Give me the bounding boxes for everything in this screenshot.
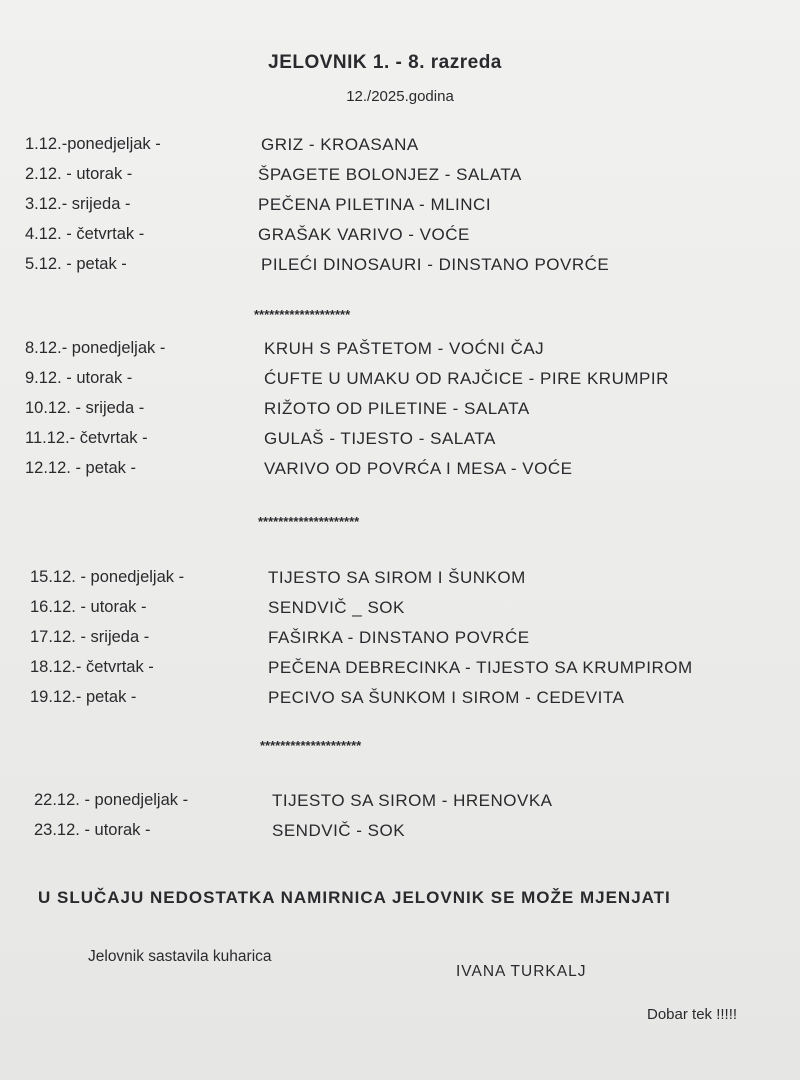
day-label: 8.12.- ponedjeljak - bbox=[25, 339, 166, 357]
meal-text: TIJESTO SA SIROM - HRENOVKA bbox=[272, 791, 553, 810]
week-separator: ******************** bbox=[260, 738, 362, 753]
day-label: 16.12. - utorak - bbox=[30, 598, 147, 616]
menu-row bbox=[0, 365, 800, 395]
day-label: 11.12.- četvrtak - bbox=[25, 429, 148, 447]
meal-text: SENDVIČ _ SOK bbox=[268, 598, 405, 617]
menu-row bbox=[0, 221, 800, 251]
meal-text: KRUH S PAŠTETOM - VOĆNI ČAJ bbox=[264, 339, 545, 358]
meal-text: GRAŠAK VARIVO - VOĆE bbox=[258, 225, 470, 244]
meal-text: SENDVIČ - SOK bbox=[272, 821, 406, 840]
menu-row bbox=[0, 395, 800, 425]
menu-row bbox=[0, 564, 800, 594]
meal-text: RIŽOTO OD PILETINE - SALATA bbox=[264, 399, 530, 418]
meal-text: PILEĆI DINOSAURI - DINSTANO POVRĆE bbox=[261, 255, 610, 274]
menu-row bbox=[0, 455, 800, 485]
menu-row bbox=[0, 654, 800, 684]
day-label: 19.12.- petak - bbox=[30, 688, 137, 706]
day-label: 17.12. - srijeda - bbox=[30, 628, 150, 646]
day-label: 5.12. - petak - bbox=[25, 255, 127, 273]
menu-row bbox=[0, 624, 800, 654]
meal-text: PEČENA PILETINA - MLINCI bbox=[258, 195, 492, 214]
day-label: 3.12.- srijeda - bbox=[25, 195, 131, 213]
meal-text: VARIVO OD POVRĆA I MESA - VOĆE bbox=[264, 459, 573, 478]
meal-text: GULAŠ - TIJESTO - SALATA bbox=[264, 429, 496, 448]
day-label: 2.12. - utorak - bbox=[25, 165, 133, 183]
day-label: 23.12. - utorak - bbox=[34, 821, 151, 839]
day-label: 18.12.- četvrtak - bbox=[30, 658, 154, 676]
meal-text: ŠPAGETE BOLONJEZ - SALATA bbox=[258, 165, 522, 184]
menu-change-notice: U SLUČAJU NEDOSTATKA NAMIRNICA JELOVNIK SE MOŽE MJENJATI bbox=[38, 888, 671, 907]
day-label: 4.12. - četvrtak - bbox=[25, 225, 145, 243]
day-label: 9.12. - utorak - bbox=[25, 369, 133, 387]
day-label: 12.12. - petak - bbox=[25, 459, 136, 477]
menu-row bbox=[0, 425, 800, 455]
week-separator: ******************** bbox=[258, 514, 360, 529]
week-1 bbox=[0, 131, 800, 281]
week-4 bbox=[0, 787, 800, 847]
day-label: 1.12.-ponedjeljak - bbox=[25, 135, 161, 153]
week-3 bbox=[0, 564, 800, 714]
menu-row bbox=[0, 684, 800, 714]
author-label: Jelovnik sastavila kuharica bbox=[88, 948, 272, 965]
menu-subtitle: 12./2025.godina bbox=[346, 88, 454, 105]
meal-text: PECIVO SA ŠUNKOM I SIROM - CEDEVITA bbox=[268, 688, 625, 707]
author-name: IVANA TURKALJ bbox=[456, 963, 587, 980]
day-label: 15.12. - ponedjeljak - bbox=[30, 568, 185, 586]
menu-row bbox=[0, 335, 800, 365]
menu-row bbox=[0, 131, 800, 161]
menu-row bbox=[0, 594, 800, 624]
closing-text: Dobar tek !!!!! bbox=[647, 1006, 738, 1023]
week-2 bbox=[0, 335, 800, 485]
week-separator: ******************* bbox=[254, 307, 351, 322]
meal-text: TIJESTO SA SIROM I ŠUNKOM bbox=[268, 568, 526, 587]
menu-row bbox=[0, 787, 800, 817]
menu-title: JELOVNIK 1. - 8. razreda bbox=[268, 52, 502, 73]
meal-text: PEČENA DEBRECINKA - TIJESTO SA KRUMPIROM bbox=[268, 658, 693, 677]
menu-row bbox=[0, 817, 800, 847]
meal-text: FAŠIRKA - DINSTANO POVRĆE bbox=[268, 628, 530, 647]
menu-row bbox=[0, 161, 800, 191]
meal-text: GRIZ - KROASANA bbox=[261, 135, 419, 154]
meal-text: ĆUFTE U UMAKU OD RAJČICE - PIRE KRUMPIR bbox=[264, 369, 669, 388]
day-label: 10.12. - srijeda - bbox=[25, 399, 145, 417]
day-label: 22.12. - ponedjeljak - bbox=[34, 791, 189, 809]
menu-row bbox=[0, 191, 800, 221]
menu-row bbox=[0, 251, 800, 281]
